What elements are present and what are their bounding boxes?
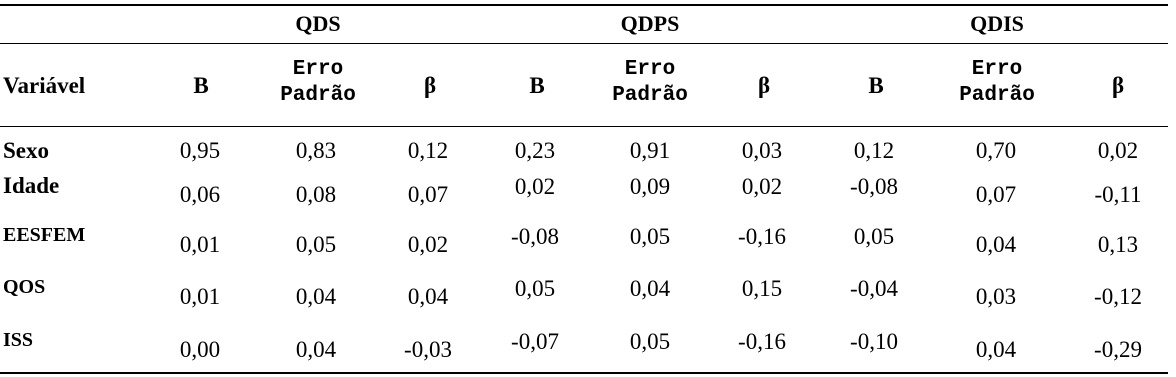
table-cell: 0,04 [295,284,337,309]
table-cell: 0,95 [179,138,221,163]
column-header-beta: β [423,73,437,98]
table-cell: 0,02 [514,174,556,199]
column-header-b: B [529,73,545,98]
table-cell: 0,06 [179,182,221,207]
table-cell: 0,05 [629,329,671,354]
table-cell: 0,03 [741,138,783,163]
column-header-standard-error [280,57,356,109]
table-cell: -0,12 [1094,284,1142,309]
table-cell: 0,04 [975,337,1017,362]
column-header-beta: β [1111,73,1125,98]
table-cell: 0,01 [179,232,221,257]
table-cell: -0,10 [850,329,898,354]
table-cell: -0,03 [404,337,452,362]
row-label-iss: ISS [3,329,34,351]
table-cell: -0,11 [1094,182,1142,207]
group-header-qdis: QDIS [970,11,1024,36]
table-cell: 0,12 [407,138,449,163]
column-header-b: B [193,73,209,98]
table-cell: 0,08 [295,182,337,207]
column-header-beta: β [757,73,771,98]
table-cell: 0,05 [629,224,671,249]
column-header-rule [0,126,1168,127]
column-header-standard-error [959,57,1035,109]
row-label-eesfem: EESFEM [3,224,86,246]
table-top-rule [0,4,1168,6]
table-cell: 0,03 [975,284,1017,309]
standard-error-line1: Erro [292,58,344,81]
standard-error-line1: Erro [971,58,1023,81]
table-cell: 0,13 [1097,232,1139,257]
table-cell: 0,04 [407,284,449,309]
table-cell: 0,01 [179,284,221,309]
standard-error-line1: Erro [624,58,676,81]
row-label-sexo: Sexo [3,138,49,163]
table-cell: 0,91 [629,138,671,163]
table-cell: 0,70 [975,138,1017,163]
table-cell: 0,23 [514,138,556,163]
table-cell: -0,16 [738,224,786,249]
standard-error-line2: Padrão [612,84,688,107]
row-label-qos: QOS [3,276,46,298]
table-cell: -0,04 [850,276,898,301]
table-cell: 0,02 [1097,138,1139,163]
table-cell: 0,83 [295,138,337,163]
column-header-standard-error [612,57,688,109]
table-cell: 0,04 [975,232,1017,257]
table-cell: -0,16 [738,329,786,354]
table-cell: 0,12 [853,138,895,163]
group-header-qdps: QDPS [620,11,680,36]
column-header-b: B [868,73,884,98]
table-cell: -0,08 [850,174,898,199]
table-cell: 0,02 [407,232,449,257]
column-header-variable: Variável [3,73,86,98]
table-cell: 0,04 [295,337,337,362]
row-label-idade: Idade [3,173,60,198]
table-cell: -0,08 [511,224,559,249]
table-cell: 0,07 [407,182,449,207]
table-cell: 0,07 [975,182,1017,207]
table-cell: -0,29 [1094,337,1142,362]
group-header-qds: QDS [295,11,341,36]
table-cell: 0,00 [179,337,221,362]
standard-error-line2: Padrão [959,84,1035,107]
table-cell: 0,04 [629,276,671,301]
table-cell: 0,09 [629,174,671,199]
table-cell: 0,02 [741,174,783,199]
table-cell: 0,05 [295,232,337,257]
group-header-rule [0,43,1168,44]
standard-error-line2: Padrão [280,84,356,107]
table-bottom-rule [0,372,1168,374]
table-cell: 0,05 [853,224,895,249]
table-cell: -0,07 [511,329,559,354]
table-cell: 0,05 [514,276,556,301]
table-cell: 0,15 [741,276,783,301]
